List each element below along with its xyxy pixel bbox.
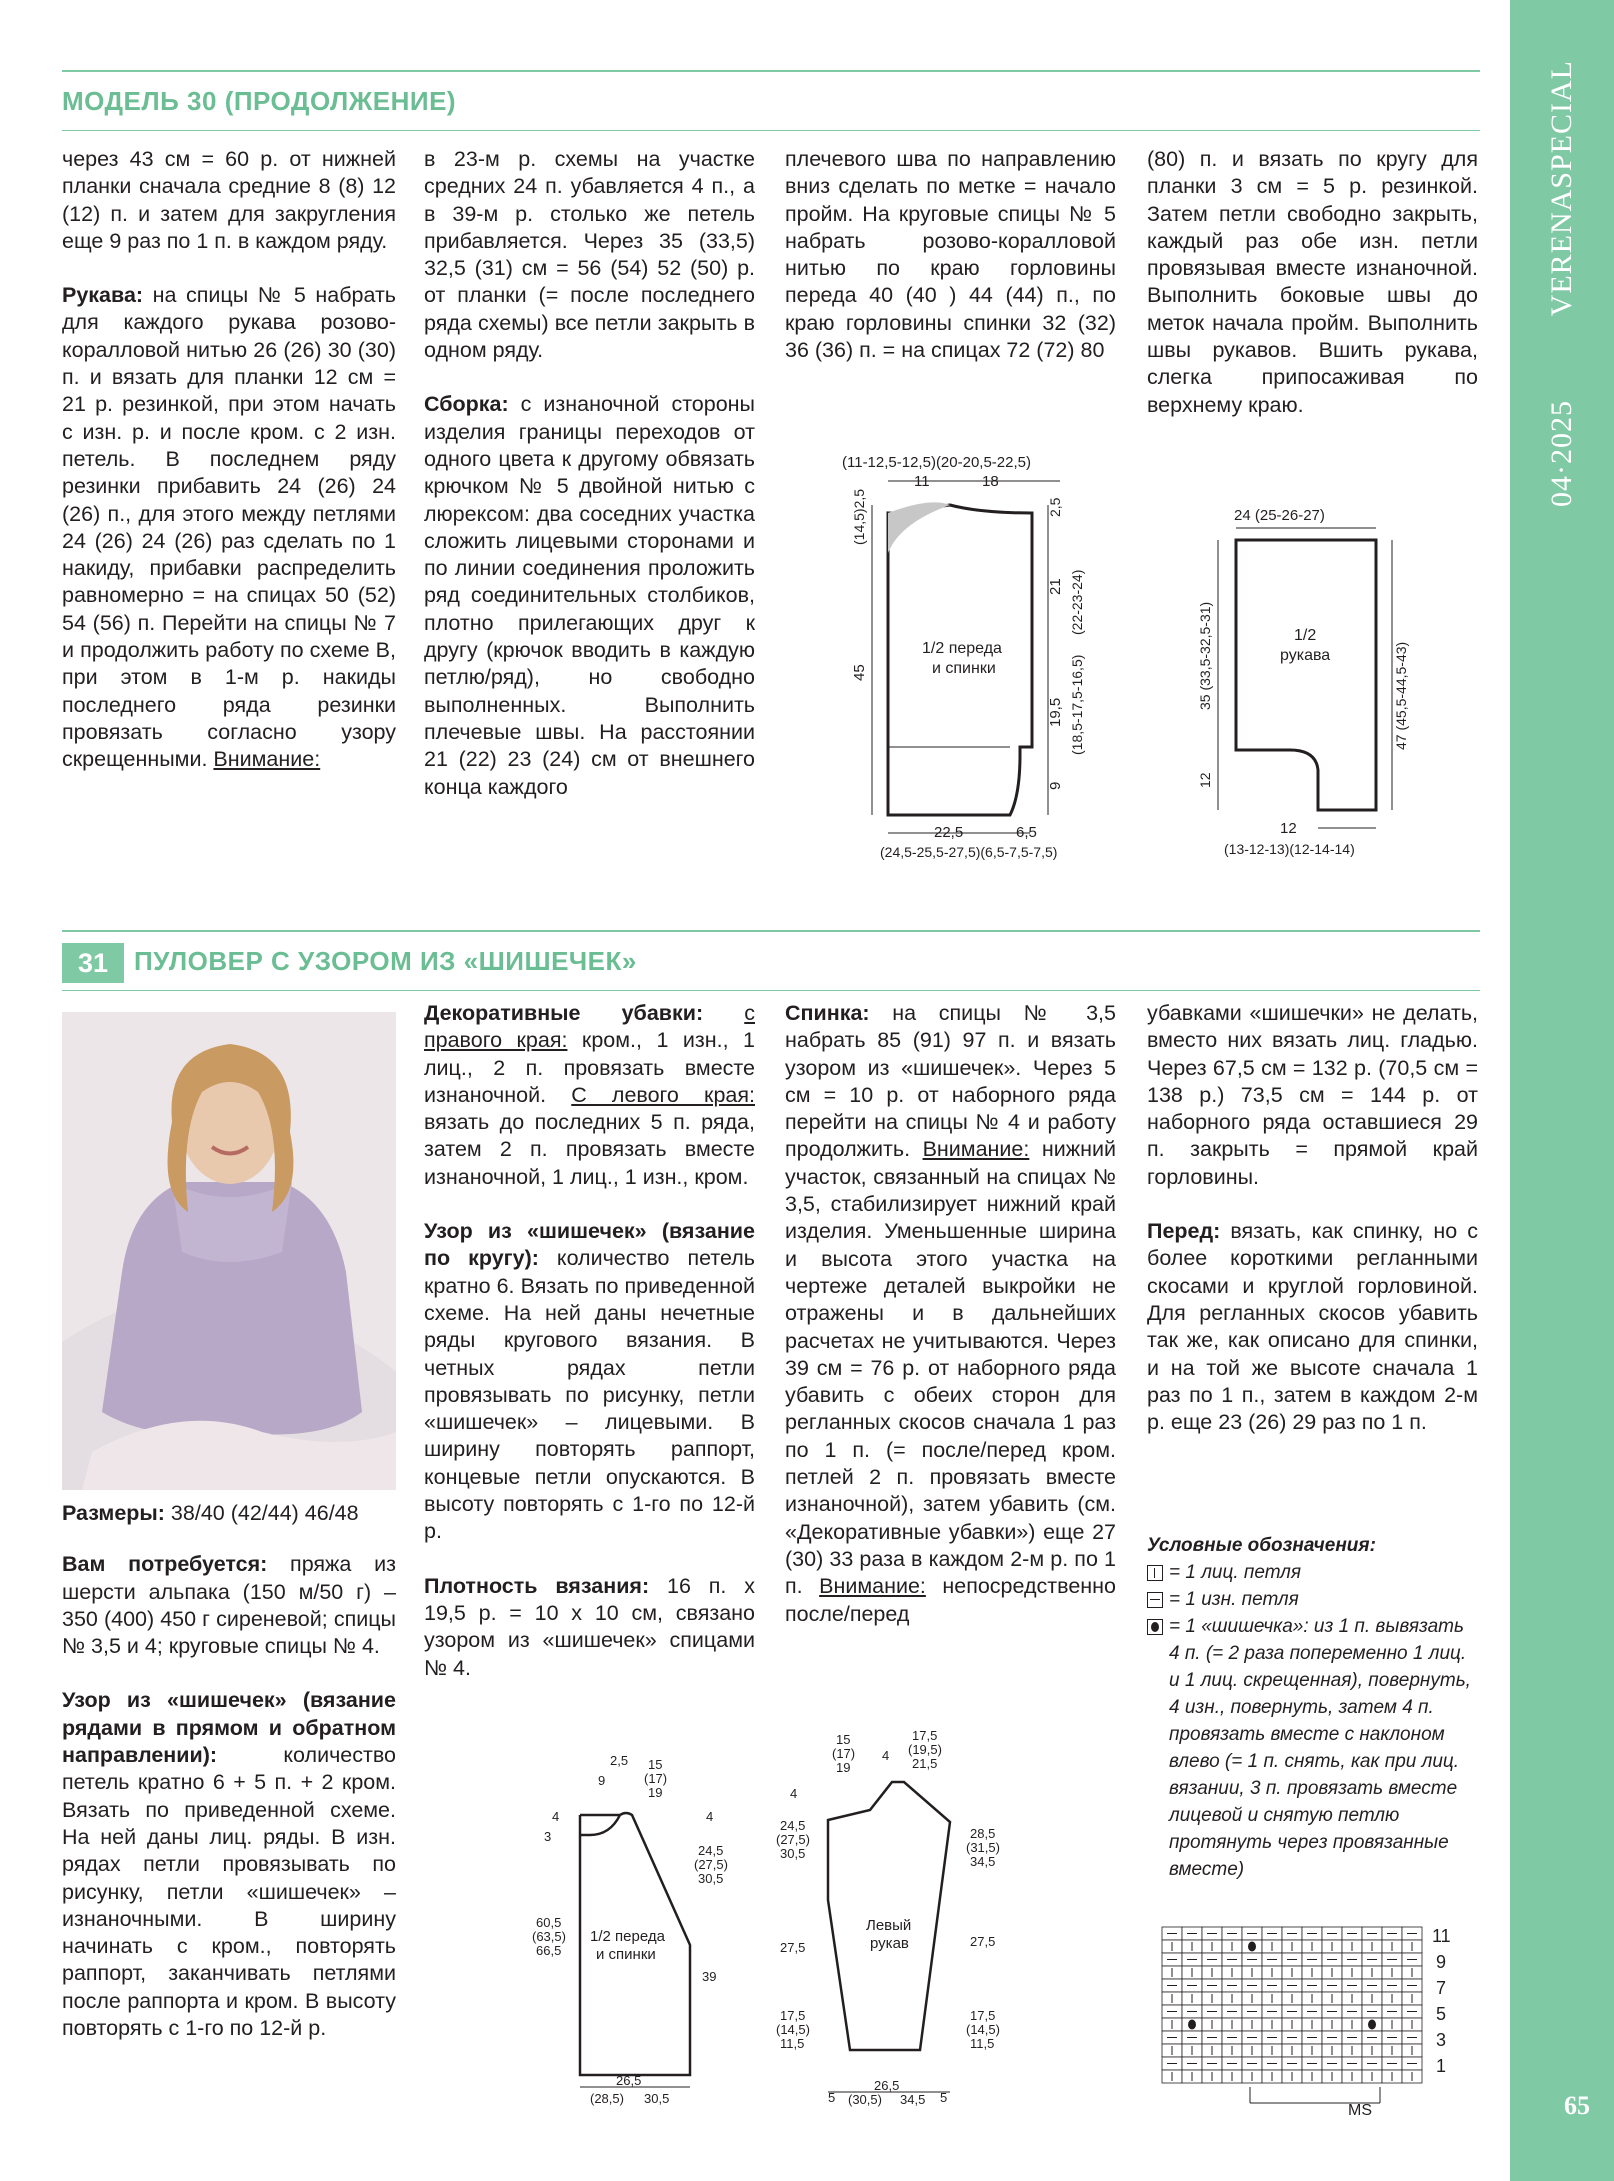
page-number: 65	[1564, 2091, 1590, 2120]
legend	[1147, 1532, 1477, 1883]
top-col-4	[1147, 146, 1478, 446]
pattern-flat-heading: Узор из «шишечек» (вязание рядами в прямом и обратном направлении):	[62, 1688, 396, 1768]
sl-l305: 30,5	[780, 1846, 806, 1861]
sl-bw2: (30,5)	[848, 2092, 882, 2107]
assembly-text: с изнаночной стороны изделия границы переходов от одного цвета к другому обвязать крючком № 5 двойной нитью с люрексом: два соседних участка сложить лицевыми сторонами и по линии соединения проложить ряд соединительных столбиков, плотно прилегающих друг к другу (крючок вводить в каждую петлю/ряд), но свободно выполненных. Выполнить плечевые швы. На расстоянии 21 (22) 23 (24) см от внешнего конца каждого	[424, 392, 755, 799]
legend-knit-text: = 1 лиц. петля	[1169, 1562, 1302, 1583]
top-col2-p1: в 23-м р. схемы на участке средних 24 п. убавляется 4 п., а в 39-м р. столько же петель прибавляется. Через 35 (33,5) 32,5 (31) см = 56 (54) 52 (50) р. от планки (= после последнего ряда схемы) все петли закрыть в одном ряду.	[424, 147, 755, 363]
materials-heading: Вам потребуется:	[62, 1552, 268, 1577]
decorative-decreases	[424, 1000, 755, 1191]
bobble-symbol-icon	[1147, 1619, 1163, 1635]
sl-t215: 21,5	[912, 1756, 938, 1771]
bottom-col-3	[785, 1000, 1116, 1655]
sl-b5a: 5	[828, 2090, 836, 2105]
sleeve-pattern-diagram	[1180, 500, 1410, 870]
top-col2-assembly	[424, 391, 755, 800]
sleeve-label1: 1/2	[1294, 627, 1317, 644]
sl-b175: 17,5	[780, 2008, 806, 2023]
pattern-round-heading: Узор из «шишечек» (вязание по кругу):	[424, 1219, 755, 1271]
fb-label2: и спинки	[596, 1946, 656, 1963]
legend-title: Условные обозначения:	[1147, 1535, 1376, 1556]
section-title-top: МОДЕЛЬ 30 (ПРОДОЛЖЕНИЕ)	[62, 86, 457, 116]
magazine-name: VERENASPECIAL	[1545, 60, 1578, 317]
section-title-bottom: ПУЛОВЕР С УЗОРОМ ИЗ «ШИШЕЧЕК»	[134, 946, 637, 976]
magazine-title	[1516, 60, 1608, 660]
pattern-flat	[62, 1687, 396, 2042]
body-h45: 45	[851, 664, 868, 681]
mid-rule	[62, 930, 1480, 932]
back-text2: нижний участок, связанный на спицах № 3,5, стабилизирует нижний край изделия. Уменьшенные ширина и высота этого участка на чертеже деталей выкройки не отражены и в дальнейших расчетах не учитываются. Через 39 см = 76 р. от наборного ряда убавить с обеих сторон для регланных скосов сначала 1 раз по 1 п. (= после/перед кром. петлей 2 п. провязать вместе изнаночной), затем убавить (см. «Декоративные убавки») еще 27 (30) 33 раза в каждом 2-м р. по 1 п.	[785, 1137, 1116, 1599]
pattern-round-text: количество петель кратно 6. Вязать по приведенной схеме. На ней даны нечетные ряды кругового вязания. В четных рядах петли провязывать по рисунку, петли «шишечек» – лицевыми. В ширину повторять раппорт, концевые петли опускаются. В высоту повторять с 1-го по 12-й р.	[424, 1246, 755, 1544]
sleeve-label2: рукава	[1280, 647, 1331, 664]
model-number-badge: 31	[62, 943, 124, 983]
sizes-heading: Размеры:	[62, 1501, 165, 1525]
sl-t19: 19	[836, 1760, 851, 1775]
pattern-flat-text: количество петель кратно 6 + 5 п. + 2 кром. Вязать по приведенной схеме. На ней даны лиц. ряды. В изн. рядах петли провязывать по рисунку, петли «шишечек» – изнаночными. В ширину начинать с кром., повторять раппорт, заканчивать петлями после раппорта и кром. В высоту повторять с 1-го по 12-й р.	[62, 1743, 396, 2041]
top-col1-p1: через 43 см = 60 р. от нижней планки сначала средние 8 (8) 12 (12) п. и затем для закругления еще 9 раз по 1 п. в каждом ряду.	[62, 147, 396, 253]
chart-row-3: 3	[1436, 2030, 1447, 2050]
dec-text2: вязать до последних 5 п. ряда, затем 2 п. провязать вместе изнаночной, 1 лиц., 1 изн., кром.	[424, 1110, 755, 1189]
sl-l275: (27,5)	[776, 1832, 810, 1847]
legend-bobble	[1147, 1613, 1477, 1883]
sl-b115: 11,5	[780, 2036, 805, 2051]
front-instructions	[1147, 1218, 1478, 1436]
assembly-heading: Сборка:	[424, 392, 509, 417]
fb-d15: 15	[648, 1757, 663, 1772]
sleeve-bottom-dims: (13-12-13)(12-14-14)	[1224, 841, 1355, 857]
fb-d17: (17)	[644, 1771, 668, 1786]
bottom-col-1	[62, 1500, 396, 2069]
back-instructions	[785, 1000, 1116, 1628]
sl-rb145: (14,5)	[966, 2022, 1000, 2037]
sleeve-b12: 12	[1280, 820, 1297, 837]
front-text: вязать, как спинку, но с более короткими регланными скосами и круглой горловиной. Для регланных скосов убавить так же, как описано для спинки, и на той же высоте сначала 1 раз по 1 п., затем в каждом 2-м р. еще 23 (26) 29 раз по 1 п.	[1147, 1219, 1478, 1435]
sl-r345: 34,5	[970, 1854, 996, 1869]
knitting-chart	[1160, 1925, 1480, 2115]
front-heading: Перед:	[1147, 1219, 1221, 1244]
fb-d4a: 4	[552, 1809, 560, 1824]
sl-t15: 15	[836, 1732, 851, 1747]
top-col3-p1: плечевого шва по направлению вниз сделать по метке = начало пройм. На круговые спицы № 5 набрать розово-коралловой нитью по краю горловины переда 40 (40 ) 44 (44) п., по краю горловины спинки 32 (32) 36 (36) п. = на спицах 72 (72) 80	[785, 147, 1116, 363]
body-bottom-dims: (24,5-25,5-27,5)(6,5-7,5-7,5)	[880, 844, 1058, 860]
fb-b2: (28,5)	[590, 2091, 624, 2106]
title-underline-bottom	[62, 990, 1480, 991]
top-col-1	[62, 146, 396, 801]
materials-text: пряжа из шерсти альпака (150 м/50 г) – 350 (400) 450 г сиреневой; спицы № 3,5 и 4; круговые спицы № 4.	[62, 1552, 396, 1659]
sizes-text: 38/40 (42/44) 46/48	[164, 1501, 359, 1525]
sl-bw3: 34,5	[900, 2092, 926, 2107]
chart-row-11: 11	[1432, 1926, 1451, 1946]
back-attention: Внимание:	[922, 1137, 1030, 1162]
chart-grid	[1162, 1927, 1422, 2083]
bobble-mark	[1248, 1942, 1256, 1952]
chart-ms: MS	[1348, 2102, 1372, 2115]
sl-l4: 4	[790, 1786, 798, 1801]
chart-row-7: 7	[1436, 1978, 1447, 1998]
sl-label2: рукав	[870, 1935, 909, 1952]
sl-t175: 17,5	[912, 1728, 938, 1743]
body-h195b: (18,5-17,5-16,5)	[1069, 654, 1085, 755]
dec-text1: кром., 1 изн., 1 лиц., 2 п. провязать вместе изнаночной.	[424, 1028, 755, 1107]
sl-label1: Левый	[866, 1917, 912, 1934]
fb-h39: 39	[702, 1969, 717, 1984]
top-col4-p1: (80) п. и вязать по кругу для планки 3 см = 5 р. резинкой. Затем петли свободно закрыть, каждый раз обе изн. петли провязывая вместе изнаночной. Выполнить боковые швы до меток начала пройм. Выполнить швы рукавов. Вшить рукава, слегка припосаживая по верхнему краю.	[1147, 147, 1478, 417]
sl-t4: 4	[882, 1748, 890, 1763]
sl-b145: (14,5)	[776, 2022, 810, 2037]
model-photo	[62, 1012, 396, 1490]
fb-d25: 2,5	[610, 1753, 629, 1768]
bobble-mark	[1188, 2020, 1196, 2030]
sl-m275l: 27,5	[780, 1940, 806, 1955]
sleeve-top-dims: 24 (25-26-27)	[1234, 507, 1325, 524]
sizes	[62, 1500, 396, 1527]
front-back-diagram	[530, 1745, 740, 2115]
sleeves-heading: Рукава:	[62, 283, 144, 308]
back-text1: на спицы № 3,5 набрать 85 (91) 97 п. и вязать узором из «шишечек». Через 5 см = 10 р. от наборного ряда перейти на спицы № 4 и работу продолжить.	[785, 1001, 1116, 1162]
fb-d3: 3	[544, 1829, 552, 1844]
sl-r315: (31,5)	[966, 1840, 1000, 1855]
sleeve-diagram-bottom	[770, 1720, 1030, 2120]
fb-d4b: 4	[706, 1809, 714, 1824]
fb-b1: 26,5	[616, 2073, 642, 2088]
sl-bw1: 26,5	[874, 2078, 900, 2093]
sl-rb175: 17,5	[970, 2008, 996, 2023]
sl-b5b: 5	[940, 2090, 948, 2105]
back-heading: Спинка:	[785, 1001, 870, 1025]
body-b225: 22,5	[934, 824, 964, 841]
chart-row-9: 9	[1436, 1952, 1447, 1972]
fb-h-right: 24,5	[698, 1843, 724, 1858]
legend-bobble-text: = 1 «шишечка»: из 1 п. вывязать 4 п. (= 2 раза попеременно 1 лиц. и 1 лиц. скрещенная), повернуть, 4 изн., повернуть, затем 4 п. провязать вместе с наклоном влево (= 1 п. снять, как при лиц. вязании, 3 п. провязать вместе лицевой и снятую петлю протянуть через провязанные вместе)	[1169, 1616, 1471, 1880]
attention-label: Внимание:	[213, 747, 321, 772]
fb-h-left: 60,5	[536, 1915, 562, 1930]
fb-d9: 9	[598, 1773, 606, 1788]
fb-b3: 30,5	[644, 2091, 670, 2106]
gauge-heading: Плотность вязания:	[424, 1573, 650, 1598]
back-attention2: Внимание:	[819, 1574, 926, 1599]
sl-r285: 28,5	[970, 1826, 996, 1841]
knit-symbol-icon	[1147, 1565, 1163, 1581]
back-text3: непосредственно после/перед	[785, 1574, 1116, 1626]
fb-h-left2: (63,5)	[532, 1929, 566, 1944]
sleeve-h-right: 47 (45,5-44,5-43)	[1393, 641, 1409, 750]
bottom-col-4	[1147, 1000, 1478, 1463]
sleeve-h12: 12	[1197, 772, 1213, 788]
top-col-3	[785, 146, 1116, 391]
fb-h-right3: 30,5	[698, 1871, 724, 1886]
legend-knit	[1147, 1559, 1477, 1586]
body-h9: 9	[1047, 781, 1064, 790]
body-b65: 6,5	[1016, 824, 1037, 841]
body-w18: 18	[982, 473, 999, 490]
body-h-left: (14,5)2,5	[851, 488, 867, 545]
fb-h-left3: 66,5	[536, 1943, 562, 1958]
legend-purl	[1147, 1586, 1477, 1613]
body-h195: 19,5	[1047, 697, 1064, 727]
fb-label1: 1/2 переда	[590, 1928, 665, 1945]
chart-row-1: 1	[1436, 2056, 1447, 2076]
fb-h-right2: (27,5)	[694, 1857, 728, 1872]
chart-row-5: 5	[1436, 2004, 1447, 2024]
title-underline	[62, 130, 1480, 131]
dec-left-label: С левого края:	[571, 1082, 755, 1107]
body-h21: 21	[1047, 578, 1064, 595]
sl-l245: 24,5	[780, 1818, 806, 1833]
body-top-dims: (11-12,5-12,5)(20-20,5-22,5)	[842, 454, 1031, 471]
body-w11: 11	[914, 473, 930, 490]
sl-rb115: 11,5	[970, 2036, 995, 2051]
fb-d19: 19	[648, 1785, 663, 1800]
top-rule	[62, 70, 1480, 72]
materials	[62, 1551, 396, 1660]
gauge-text: 16 п. х 19,5 р. = 10 х 10 см, связано узором из «шишечек» спицами № 4.	[424, 1573, 756, 1680]
sleeve-h-left: 35 (33,5-32,5-31)	[1197, 601, 1213, 710]
sl-t17: (17)	[832, 1746, 856, 1761]
magazine-issue: 04·2025	[1545, 400, 1578, 507]
body-h25: 2,5	[1047, 497, 1063, 517]
body-pattern-diagram	[820, 445, 1110, 865]
gauge	[424, 1573, 755, 1682]
dec-heading: Декоративные убавки:	[424, 1001, 704, 1025]
legend-purl-text: = 1 изн. петля	[1169, 1589, 1299, 1610]
body-label2: и спинки	[932, 660, 996, 677]
bottom-col-2	[424, 1000, 755, 1709]
sl-m275r: 27,5	[970, 1934, 996, 1949]
bobble-mark	[1368, 2020, 1376, 2030]
top-col1-sleeves	[62, 282, 396, 773]
purl-symbol-icon	[1147, 1592, 1163, 1608]
sleeves-text: на спицы № 5 набрать для каждого рукава розово-коралловой нитью 26 (26) 30 (30) п. и вязать для планки 12 см = 21 р. резинкой, при этом начать с изн. р. и после кром. с 2 изн. петель. В последнем ряду резинки прибавить 24 (26) 24 (26) п., для этого между петлями 24 (26) 24 (26) раз сделать по 1 накиду, прибавки распределить равномерно = на спицах 50 (52) 54 (56) п. Перейти на спицы № 7 и продолжить работу по схеме В, при этом в 1-м р. накиды последнего ряда резинки провязать согласно узору скрещенными.	[62, 283, 396, 772]
body-label1: 1/2 переда	[922, 640, 1002, 657]
back-continued: убавками «шишечки» не делать, вместо них вязать лиц. гладью. Через 67,5 см = 132 р. (70,5 см = 138 р.) 73,5 см = 144 р. от наборного ряда оставшиеся 29 п. закрыть = прямой край горловины.	[1147, 1001, 1478, 1189]
sl-t195: (19,5)	[908, 1742, 942, 1757]
dec-right-label: с правого края:	[424, 1001, 755, 1053]
top-col-2	[424, 146, 755, 828]
body-h21b: (22-23-24)	[1069, 569, 1085, 635]
pattern-round	[424, 1218, 755, 1546]
